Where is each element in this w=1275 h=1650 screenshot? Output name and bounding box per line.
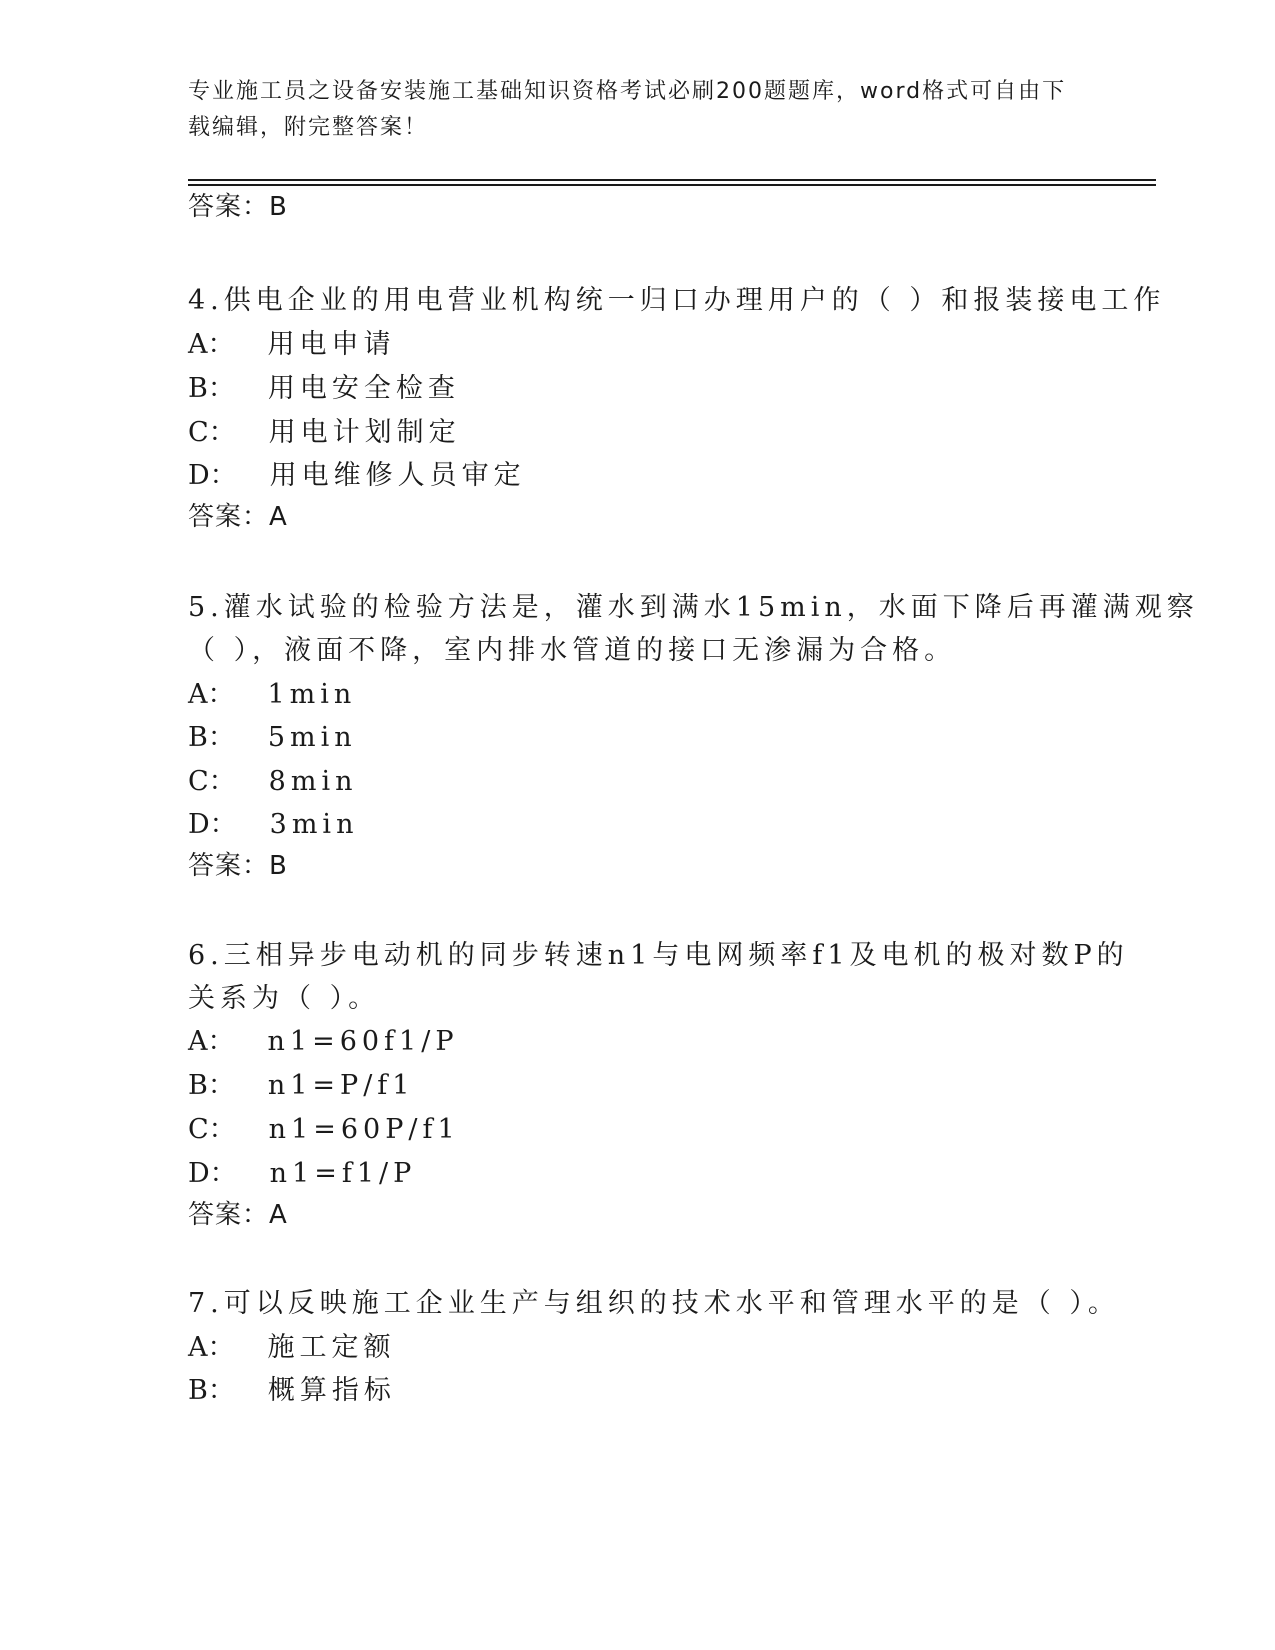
- option-a: A： 1min: [188, 679, 357, 710]
- option-d: D： 用电维修人员审定: [188, 460, 526, 491]
- header-divider: [188, 179, 1156, 181]
- question-stem: 4.供电企业的用电营业机构统一归口办理用户的（ ）和报装接电工作: [188, 285, 1166, 316]
- answer: 答案：B: [188, 851, 288, 881]
- option-b: B： n1=P/f1: [188, 1070, 415, 1101]
- option-a: A： n1=60f1/P: [188, 1026, 459, 1057]
- answer: 答案：A: [188, 1200, 288, 1230]
- question-stem: 5.灌水试验的检验方法是，灌水到满水15min，水面下降后再灌满观察: [188, 592, 1199, 623]
- option-b: B： 5min: [188, 722, 357, 753]
- question-stem: 6.三相异步电动机的同步转速n1与电网频率f1及电机的极对数P的: [188, 940, 1129, 971]
- option-a: A： 用电申请: [188, 329, 396, 360]
- document-header: 专业施工员之设备安装施工基础知识资格考试必刷200题题库，word格式可自由下载编辑，附完整答案！: [188, 79, 1067, 140]
- option-d: D： n1=f1/P: [188, 1158, 417, 1189]
- option-b: B： 用电安全检查: [188, 373, 460, 404]
- option-d: D： 3min: [188, 809, 359, 840]
- question-stem: 7.可以反映施工企业生产与组织的技术水平和管理水平的是（ ）。: [188, 1288, 1120, 1319]
- option-a: A： 施工定额: [188, 1332, 396, 1363]
- answer: 答案：A: [188, 502, 288, 532]
- question-stem-continued: 关系为（ ）。: [188, 983, 381, 1014]
- option-c: C： n1=60P/f1: [188, 1114, 460, 1145]
- question-stem-continued: （ ），液面不降，室内排水管道的接口无渗漏为合格。: [188, 635, 957, 666]
- option-b: B： 概算指标: [188, 1375, 396, 1406]
- option-c: C： 8min: [188, 766, 358, 797]
- header-divider-double: [188, 184, 1156, 186]
- answer-previous: 答案：B: [188, 192, 288, 222]
- option-c: C： 用电计划制定: [188, 417, 461, 448]
